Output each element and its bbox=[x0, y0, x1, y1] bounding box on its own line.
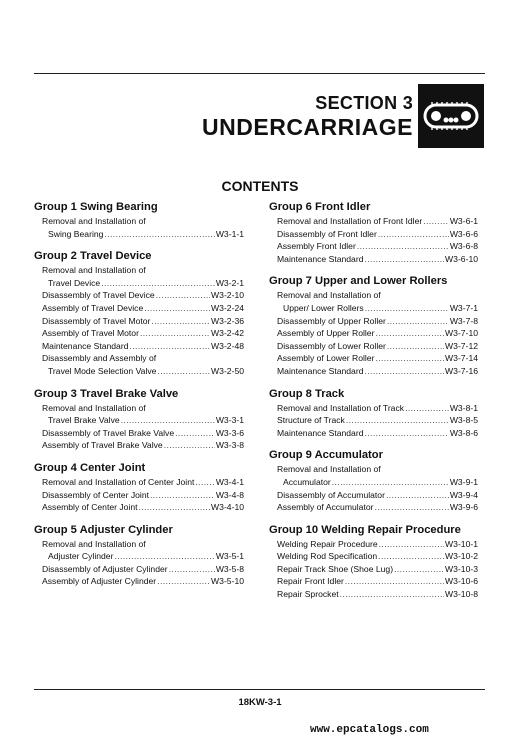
entry-text: Assembly of Travel Brake Valve bbox=[42, 440, 163, 451]
entry-text: Assembly of Travel Motor bbox=[42, 328, 139, 339]
entry-text: Removal and Installation of Front Idler bbox=[277, 216, 423, 226]
entry-page-ref: W3-2-42 bbox=[211, 328, 244, 339]
dot-leader bbox=[379, 538, 444, 551]
entry-text: Repair Sprocket bbox=[277, 589, 339, 600]
entry-page-ref: W3-3-8 bbox=[215, 440, 244, 451]
toc-entry[interactable] bbox=[269, 315, 478, 328]
entry-text: Welding Repair Procedure bbox=[277, 538, 378, 549]
entry-line bbox=[277, 365, 478, 378]
entry-line bbox=[42, 277, 244, 290]
entry-text: Disassembly of Adjuster Cylinder bbox=[42, 563, 168, 574]
entry-page-ref: W3-8-6 bbox=[449, 427, 478, 438]
entry-heading-line: Removal and Installation of bbox=[277, 464, 381, 475]
entry-line bbox=[277, 414, 478, 427]
group-title: Group 10 Welding Repair Procedure bbox=[269, 523, 461, 536]
entry-page-ref: W3-5-1 bbox=[215, 551, 244, 562]
toc-entry[interactable] bbox=[269, 365, 478, 378]
group-title: Group 6 Front Idler bbox=[269, 201, 371, 213]
dot-leader bbox=[104, 228, 214, 241]
entry-text: Travel Brake Valve bbox=[48, 415, 120, 426]
toc-group bbox=[269, 387, 478, 440]
entry-line bbox=[277, 588, 478, 601]
entry-heading-line: Removal and Installation of bbox=[42, 265, 146, 276]
entry-text: Disassembly of Travel Brake Valve bbox=[42, 427, 175, 438]
toc-entry[interactable] bbox=[34, 327, 244, 340]
entry-text: Welding Rod Specification bbox=[277, 551, 378, 562]
entry-line bbox=[42, 327, 244, 340]
section-label: SECTION 3 bbox=[315, 93, 413, 113]
dot-leader bbox=[364, 253, 444, 266]
entry-page-ref: W3-2-48 bbox=[211, 340, 244, 351]
toc-entry[interactable] bbox=[34, 575, 244, 588]
entry-line bbox=[277, 489, 478, 502]
entry-line bbox=[277, 240, 478, 253]
entry-page-ref: W3-7-14 bbox=[445, 353, 478, 364]
dot-leader bbox=[346, 414, 449, 427]
toc-entry[interactable] bbox=[269, 289, 478, 314]
entry-line bbox=[42, 439, 244, 452]
entry-text: Maintenance Standard bbox=[277, 253, 364, 264]
dot-leader bbox=[405, 402, 449, 415]
group-title: Group 5 Adjuster Cylinder bbox=[34, 523, 173, 536]
entry-page-ref: W3-9-6 bbox=[449, 502, 478, 513]
group-title: Group 9 Accumulator bbox=[269, 449, 383, 462]
entry-line bbox=[42, 575, 244, 588]
toc-entry[interactable] bbox=[269, 463, 478, 488]
entry-line bbox=[277, 550, 478, 563]
entry-page-ref: W3-4-8 bbox=[215, 489, 244, 500]
dot-leader bbox=[114, 550, 214, 563]
toc-group bbox=[34, 523, 244, 588]
group-title: Group 8 Track bbox=[269, 387, 345, 400]
dot-leader bbox=[340, 588, 444, 601]
toc-entry[interactable] bbox=[34, 427, 244, 440]
toc-entry[interactable] bbox=[34, 315, 244, 328]
entry-text: Disassembly of Travel Motor bbox=[42, 315, 151, 326]
dot-leader bbox=[157, 365, 210, 378]
dot-leader bbox=[378, 550, 444, 563]
entry-page-ref: W3-3-1 bbox=[215, 415, 244, 426]
entry-text: Travel Mode Selection Valve bbox=[48, 365, 157, 376]
toc-group bbox=[269, 200, 478, 265]
entry-text: Assembly Front Idler bbox=[277, 241, 356, 252]
dot-leader bbox=[157, 575, 210, 588]
dot-leader bbox=[375, 352, 444, 365]
dot-leader bbox=[164, 439, 215, 452]
dot-leader bbox=[394, 563, 444, 576]
toc-group bbox=[269, 523, 478, 601]
entry-line bbox=[277, 538, 478, 551]
toc-entry[interactable] bbox=[34, 289, 244, 302]
entry-line bbox=[277, 340, 478, 353]
entry-text: Disassembly of Center Joint bbox=[42, 489, 149, 500]
toc-group bbox=[269, 448, 478, 513]
dot-leader bbox=[195, 476, 214, 489]
toc-group bbox=[34, 387, 244, 452]
entry-line bbox=[42, 365, 244, 378]
entry-page-ref: W3-7-8 bbox=[449, 315, 478, 326]
toc-entry[interactable] bbox=[269, 215, 478, 228]
group-title: Group 7 Upper and Lower Rollers bbox=[269, 275, 448, 288]
entry-page-ref: W3-7-10 bbox=[445, 328, 478, 339]
dot-leader bbox=[144, 302, 210, 315]
dot-leader bbox=[169, 563, 215, 576]
entry-text: Disassembly of Front Idler bbox=[277, 228, 377, 239]
entry-line bbox=[42, 501, 244, 514]
entry-line bbox=[277, 228, 478, 241]
dot-leader bbox=[156, 289, 210, 302]
entry-line bbox=[277, 575, 478, 588]
dot-leader bbox=[140, 327, 210, 340]
top-rule bbox=[34, 73, 485, 74]
section-icon-box bbox=[418, 84, 484, 148]
dot-leader bbox=[175, 427, 215, 440]
entry-text: Maintenance Standard bbox=[277, 365, 364, 376]
entry-page-ref: W3-10-6 bbox=[445, 576, 478, 587]
toc-entry[interactable] bbox=[269, 340, 478, 353]
section-title: UNDERCARRIAGE bbox=[202, 114, 413, 140]
dot-leader bbox=[387, 340, 444, 353]
entry-line bbox=[277, 402, 478, 415]
toc-entry[interactable] bbox=[34, 402, 244, 427]
dot-leader bbox=[129, 340, 210, 353]
entry-page-ref: W3-6-8 bbox=[449, 241, 478, 252]
entry-heading-line: Removal and Installation of bbox=[42, 538, 146, 549]
entry-line bbox=[277, 563, 478, 576]
toc-entry[interactable] bbox=[34, 215, 244, 240]
group-title: Group 1 Swing Bearing bbox=[34, 201, 158, 213]
dot-leader bbox=[151, 315, 210, 328]
entry-text: Travel Device bbox=[48, 277, 101, 288]
entry-line bbox=[277, 327, 478, 340]
dot-leader bbox=[365, 302, 449, 315]
toc-entry[interactable] bbox=[269, 427, 478, 440]
toc-entry[interactable] bbox=[269, 501, 478, 514]
entry-page-ref: W3-10-2 bbox=[445, 551, 478, 562]
toc-group bbox=[269, 274, 478, 377]
dot-leader bbox=[101, 277, 215, 290]
dot-leader bbox=[150, 489, 215, 502]
entry-line bbox=[277, 253, 478, 266]
group-title: Group 4 Center Joint bbox=[34, 461, 146, 474]
dot-leader bbox=[345, 575, 444, 588]
toc-entry[interactable] bbox=[34, 352, 244, 377]
entry-text: Maintenance Standard bbox=[42, 340, 129, 351]
toc-entry[interactable] bbox=[34, 340, 244, 353]
entry-page-ref: W3-9-4 bbox=[449, 489, 478, 500]
entry-line bbox=[277, 215, 478, 228]
entry-line bbox=[42, 414, 244, 427]
entry-text: Assembly of Accumulator bbox=[277, 502, 374, 513]
entry-line bbox=[42, 427, 244, 440]
group-title: Group 2 Travel Device bbox=[34, 250, 152, 263]
toc-entry[interactable] bbox=[269, 538, 478, 551]
entry-page-ref: W3-2-10 bbox=[211, 290, 244, 301]
toc-entry[interactable] bbox=[34, 264, 244, 289]
toc-entry[interactable] bbox=[269, 489, 478, 502]
dot-leader bbox=[423, 215, 449, 228]
entry-page-ref: W3-7-16 bbox=[445, 365, 478, 376]
entry-line bbox=[277, 315, 478, 328]
dot-leader bbox=[364, 427, 448, 440]
entry-text: Disassembly of Lower Roller bbox=[277, 340, 386, 351]
bottom-rule bbox=[34, 689, 485, 690]
toc-entry[interactable] bbox=[269, 588, 478, 601]
entry-text: Assembly of Adjuster Cylinder bbox=[42, 576, 157, 587]
entry-text: Disassembly of Upper Roller bbox=[277, 315, 386, 326]
entry-page-ref: W3-3-6 bbox=[215, 427, 244, 438]
page-number: 18KW-3-1 bbox=[238, 697, 282, 708]
entry-heading-line: Disassembly and Assembly of bbox=[42, 353, 157, 364]
entry-text: Repair Track Shoe (Shoe Lug) bbox=[277, 563, 394, 574]
entry-text: Assembly of Upper Roller bbox=[277, 328, 375, 339]
entry-text: Disassembly of Accumulator bbox=[277, 489, 385, 500]
entry-page-ref: W3-2-50 bbox=[211, 365, 244, 376]
watermark: www.epcatalogs.com bbox=[310, 724, 429, 736]
toc-right-column bbox=[269, 200, 478, 610]
dot-leader bbox=[375, 327, 444, 340]
entry-page-ref: W3-4-1 bbox=[215, 476, 244, 487]
toc-group bbox=[34, 461, 244, 514]
entry-line bbox=[42, 550, 244, 563]
entry-text: Swing Bearing bbox=[48, 228, 104, 239]
toc-entry[interactable] bbox=[269, 240, 478, 253]
dot-leader bbox=[139, 501, 211, 514]
entry-text: Maintenance Standard bbox=[277, 427, 364, 438]
entry-page-ref: W3-7-1 bbox=[449, 302, 478, 313]
dot-leader bbox=[357, 240, 449, 253]
entry-page-ref: W3-1-1 bbox=[215, 228, 244, 239]
entry-line bbox=[42, 340, 244, 353]
entry-page-ref: W3-8-5 bbox=[449, 415, 478, 426]
entry-text: Removal and Installation of Track bbox=[277, 402, 405, 413]
entry-page-ref: W3-10-1 bbox=[445, 538, 478, 549]
entry-page-ref: W3-6-6 bbox=[449, 228, 478, 239]
entry-line bbox=[42, 228, 244, 241]
toc-entry[interactable] bbox=[269, 575, 478, 588]
toc-entry[interactable] bbox=[269, 563, 478, 576]
crawler-track-icon bbox=[418, 84, 484, 148]
toc-entry[interactable] bbox=[34, 476, 244, 489]
entry-page-ref: W3-10-8 bbox=[445, 589, 478, 600]
toc-entry[interactable] bbox=[34, 563, 244, 576]
entry-text: Assembly of Lower Roller bbox=[277, 353, 375, 364]
entry-text: Structure of Track bbox=[277, 415, 345, 426]
toc-entry[interactable] bbox=[269, 402, 478, 415]
entry-line bbox=[42, 315, 244, 328]
entry-page-ref: W3-8-1 bbox=[449, 402, 478, 413]
dot-leader bbox=[332, 476, 449, 489]
toc-entry[interactable] bbox=[269, 253, 478, 266]
dot-leader bbox=[378, 228, 449, 241]
entry-heading-line: Removal and Installation of bbox=[42, 402, 146, 413]
entry-line bbox=[277, 501, 478, 514]
dot-leader bbox=[364, 365, 444, 378]
entry-text: Assembly of Travel Device bbox=[42, 302, 144, 313]
entry-text: Disassembly of Travel Device bbox=[42, 290, 155, 301]
toc-entry[interactable] bbox=[269, 550, 478, 563]
entry-line bbox=[277, 476, 478, 489]
entry-page-ref: W3-4-10 bbox=[211, 502, 244, 513]
entry-line bbox=[277, 302, 478, 315]
entry-line bbox=[277, 427, 478, 440]
entry-line bbox=[42, 563, 244, 576]
entry-page-ref: W3-2-1 bbox=[215, 277, 244, 288]
toc-entry[interactable] bbox=[269, 228, 478, 241]
entry-page-ref: W3-2-24 bbox=[211, 302, 244, 313]
toc-entry[interactable] bbox=[34, 538, 244, 563]
toc-group bbox=[34, 249, 244, 377]
entry-page-ref: W3-5-10 bbox=[211, 576, 244, 587]
entry-text: Repair Front Idler bbox=[277, 576, 344, 587]
entry-line bbox=[277, 352, 478, 365]
entry-page-ref: W3-7-12 bbox=[445, 340, 478, 351]
entry-text: Removal and Installation of Center Joint bbox=[42, 476, 195, 487]
entry-text: Upper/ Lower Rollers bbox=[283, 302, 364, 313]
entry-text: Accumulator bbox=[283, 476, 331, 487]
entry-heading-line: Removal and Installation of bbox=[277, 290, 381, 301]
entry-line bbox=[42, 476, 244, 489]
dot-leader bbox=[121, 414, 215, 427]
dot-leader bbox=[387, 315, 449, 328]
toc-entry[interactable] bbox=[34, 489, 244, 502]
entry-heading-line: Removal and Installation of bbox=[42, 216, 146, 226]
toc-entry[interactable] bbox=[269, 414, 478, 427]
entry-line bbox=[42, 489, 244, 502]
toc-entry[interactable] bbox=[269, 327, 478, 340]
toc-entry[interactable] bbox=[34, 439, 244, 452]
entry-page-ref: W3-9-1 bbox=[449, 476, 478, 487]
entry-page-ref: W3-5-8 bbox=[215, 563, 244, 574]
entry-line bbox=[42, 289, 244, 302]
toc-entry[interactable] bbox=[269, 352, 478, 365]
toc-group bbox=[34, 200, 244, 240]
entry-page-ref: W3-6-10 bbox=[445, 253, 478, 264]
toc-left-column bbox=[34, 200, 244, 597]
entry-page-ref: W3-6-1 bbox=[449, 216, 478, 226]
toc-entry[interactable] bbox=[34, 501, 244, 514]
entry-text: Assembly of Center Joint bbox=[42, 502, 138, 513]
contents-heading: CONTENTS bbox=[221, 178, 299, 194]
entry-text: Adjuster Cylinder bbox=[48, 551, 114, 562]
toc-entry[interactable] bbox=[34, 302, 244, 315]
entry-line bbox=[42, 302, 244, 315]
group-title: Group 3 Travel Brake Valve bbox=[34, 387, 179, 400]
entry-page-ref: W3-2-36 bbox=[211, 315, 244, 326]
dot-leader bbox=[386, 489, 449, 502]
dot-leader bbox=[374, 501, 448, 514]
entry-page-ref: W3-10-3 bbox=[445, 563, 478, 574]
